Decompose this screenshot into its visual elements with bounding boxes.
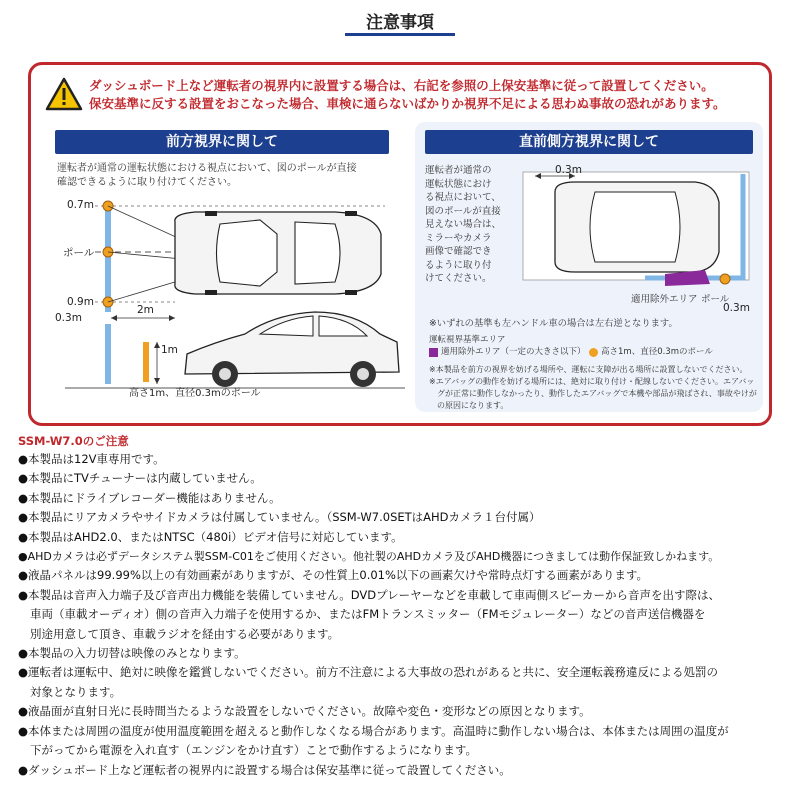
note-item: ●液晶面が直射日光に長時間当たるような設置をしないでください。故障や変色・変形などの原因となります。 [18, 704, 591, 719]
front-car-side-view [185, 312, 399, 387]
front-label-07m: 0.7m [67, 199, 94, 211]
front-label-pole: ポール [63, 247, 95, 259]
warning-line-2: 保安基準に反する設置をおこなった場合、車検に通らないばかりか視界不足による思わぬ事故の恐れがあります。 [89, 96, 726, 111]
front-label-03m: 0.3m [55, 312, 82, 324]
front-visibility-panel [45, 122, 409, 412]
page-header [0, 0, 800, 46]
note-item: ●本製品はAHD2.0、またはNTSC（480i）ビデオ信号に対応しています。 [18, 529, 403, 544]
front-car-top-view [175, 211, 381, 295]
legend-title: 運転視界基準エリア [429, 335, 506, 345]
warning-triangle-icon [45, 77, 83, 111]
side-desc [425, 164, 513, 286]
note-item-continued: 車両（車載オーディオ）側の音声入力端子を使用するか、またはFMトランスミッター（FMモジュレーター）などの音声送信機器を [30, 607, 706, 622]
page-title: 注意事項 [366, 13, 434, 33]
side-desc-line: 画像で確認でき [425, 246, 492, 257]
side-note-2: ※エアバッグの動作を妨げる場所には、絶対に取り付け・配線しないでください。エアバッ [429, 377, 755, 386]
side-label-03m-b: 0.3m [723, 302, 750, 314]
front-label-2m: 2m [137, 304, 154, 316]
note-item-continued: 下がってから電源を入れ直す（エンジンをかけ直す）ことで動作するようになります。 [30, 743, 478, 758]
note-item: ●本製品にリアカメラやサイドカメラは付属していません。（SSM-W7.0SETはAHDカメラ１台付属） [18, 510, 541, 525]
front-visibility-title: 前方視界に関して [55, 130, 389, 154]
side-note-1: ※本製品を前方の視界を妨げる場所や、運転に支障が出る場所に設置しないでください。 [429, 365, 748, 374]
note-item: ●液晶パネルは99.99%以上の有効画素がありますが、その性質上0.01%以下の画素欠けや常時点灯する画素があります。 [18, 568, 648, 583]
side-desc-line: 運転状態におけ [425, 178, 492, 190]
warning-line-1: ダッシュボード上など運転者の視界内に設置する場合は、右記を参照の上保安基準に従って設置してください。 [89, 78, 714, 93]
side-desc-line: 図のポールが直接 [425, 205, 501, 217]
front-caption: 高さ1m、直径0.3mのポール [129, 388, 261, 399]
side-note-3: グが正常に動作しなかったり、動作したエアバッグで本機や部品が飛ばされ、事故やけが [437, 389, 757, 398]
note-item: ●運転者は運転中、絶対に映像を鑑賞しないでください。前方不注意による大事故の恐れがあると共に、安全運転義務違反による処罰の [18, 665, 719, 680]
side-note-left-hand: ※いずれの基準も左ハンドル車の場合は左右逆となります。 [429, 318, 678, 329]
side-desc-line: 見えない場合は、 [425, 219, 502, 230]
note-item: ●本製品は12V車専用です。 [18, 452, 165, 466]
warning-text [89, 77, 769, 113]
notes-title: SSM-W7.0のご注意 [18, 434, 129, 448]
side-label-03m: 0.3m [555, 164, 582, 176]
side-pole-mark [720, 274, 730, 284]
note-item: ●本製品にTVチューナーは内蔵していません。 [18, 471, 262, 486]
side-visibility-panel [415, 122, 763, 412]
side-diagram [515, 162, 755, 292]
side-desc-line: けてください。 [425, 273, 492, 284]
note-item-continued: 別途用意して頂き、車載ラジオを経由する必要があります。 [30, 626, 340, 641]
side-desc-line: ミラーやカメラ [425, 232, 492, 244]
side-visibility-title: 直前側方視界に関して [425, 130, 753, 154]
front-diagram [45, 194, 409, 404]
title-underline [345, 33, 455, 36]
legend-exclude-swatch [429, 348, 438, 357]
note-item-continued: 対象となります。 [30, 684, 122, 699]
front-desc-1: 運転者が通常の運転状態における視点において、図のポールが直接 [57, 163, 357, 174]
legend-pole-swatch [589, 348, 598, 357]
side-label-pole: ポール [701, 294, 730, 305]
note-item: ●ダッシュボード上など運転者の視界内に設置する場合は保安基準に従って設置してください。 [18, 762, 511, 777]
side-label-exclude: 適用除外エリア [631, 294, 698, 305]
warning-box [28, 62, 772, 426]
side-desc-line: 運転者が通常の [425, 165, 492, 176]
note-item: ●本製品は音声入力端子及び音声出力機能を装備していません。DVDプレーヤーなどを車載して車両側スピーカーから音声を出す際は、 [18, 587, 720, 602]
front-desc-2: 確認できるように取り付けてください。 [57, 177, 237, 188]
side-desc-line: る視点において、 [425, 192, 501, 203]
note-item: ●本体または周囲の温度が使用温度範囲を超えると動作しなくなる場合があります。高温時に動作しない場合は、本体または周囲の温度が [18, 723, 729, 738]
note-item: ●本製品にドライブレコーダー機能はありません。 [18, 490, 281, 505]
note-item: ●本製品の入力切替は映像のみとなります。 [18, 646, 246, 661]
side-car-top-view [555, 182, 719, 272]
note-item: ●AHDカメラは必ずデータシステム製SSM-C01をご使用ください。他社製のAHDカメラ及びAHD機器につきましては動作保証致しかねます。 [18, 550, 720, 564]
product-notes [18, 432, 788, 780]
legend-exclude: 適用除外エリア（一定の大きさ以下） [441, 347, 586, 357]
side-desc-line: るように取り付 [425, 259, 492, 271]
legend-pole: 高さ1m、直径0.3mのポール [601, 347, 713, 357]
front-label-09m: 0.9m [67, 296, 94, 308]
front-label-1m: 1m [161, 344, 178, 356]
side-note-4: の原因になります。 [437, 401, 509, 410]
